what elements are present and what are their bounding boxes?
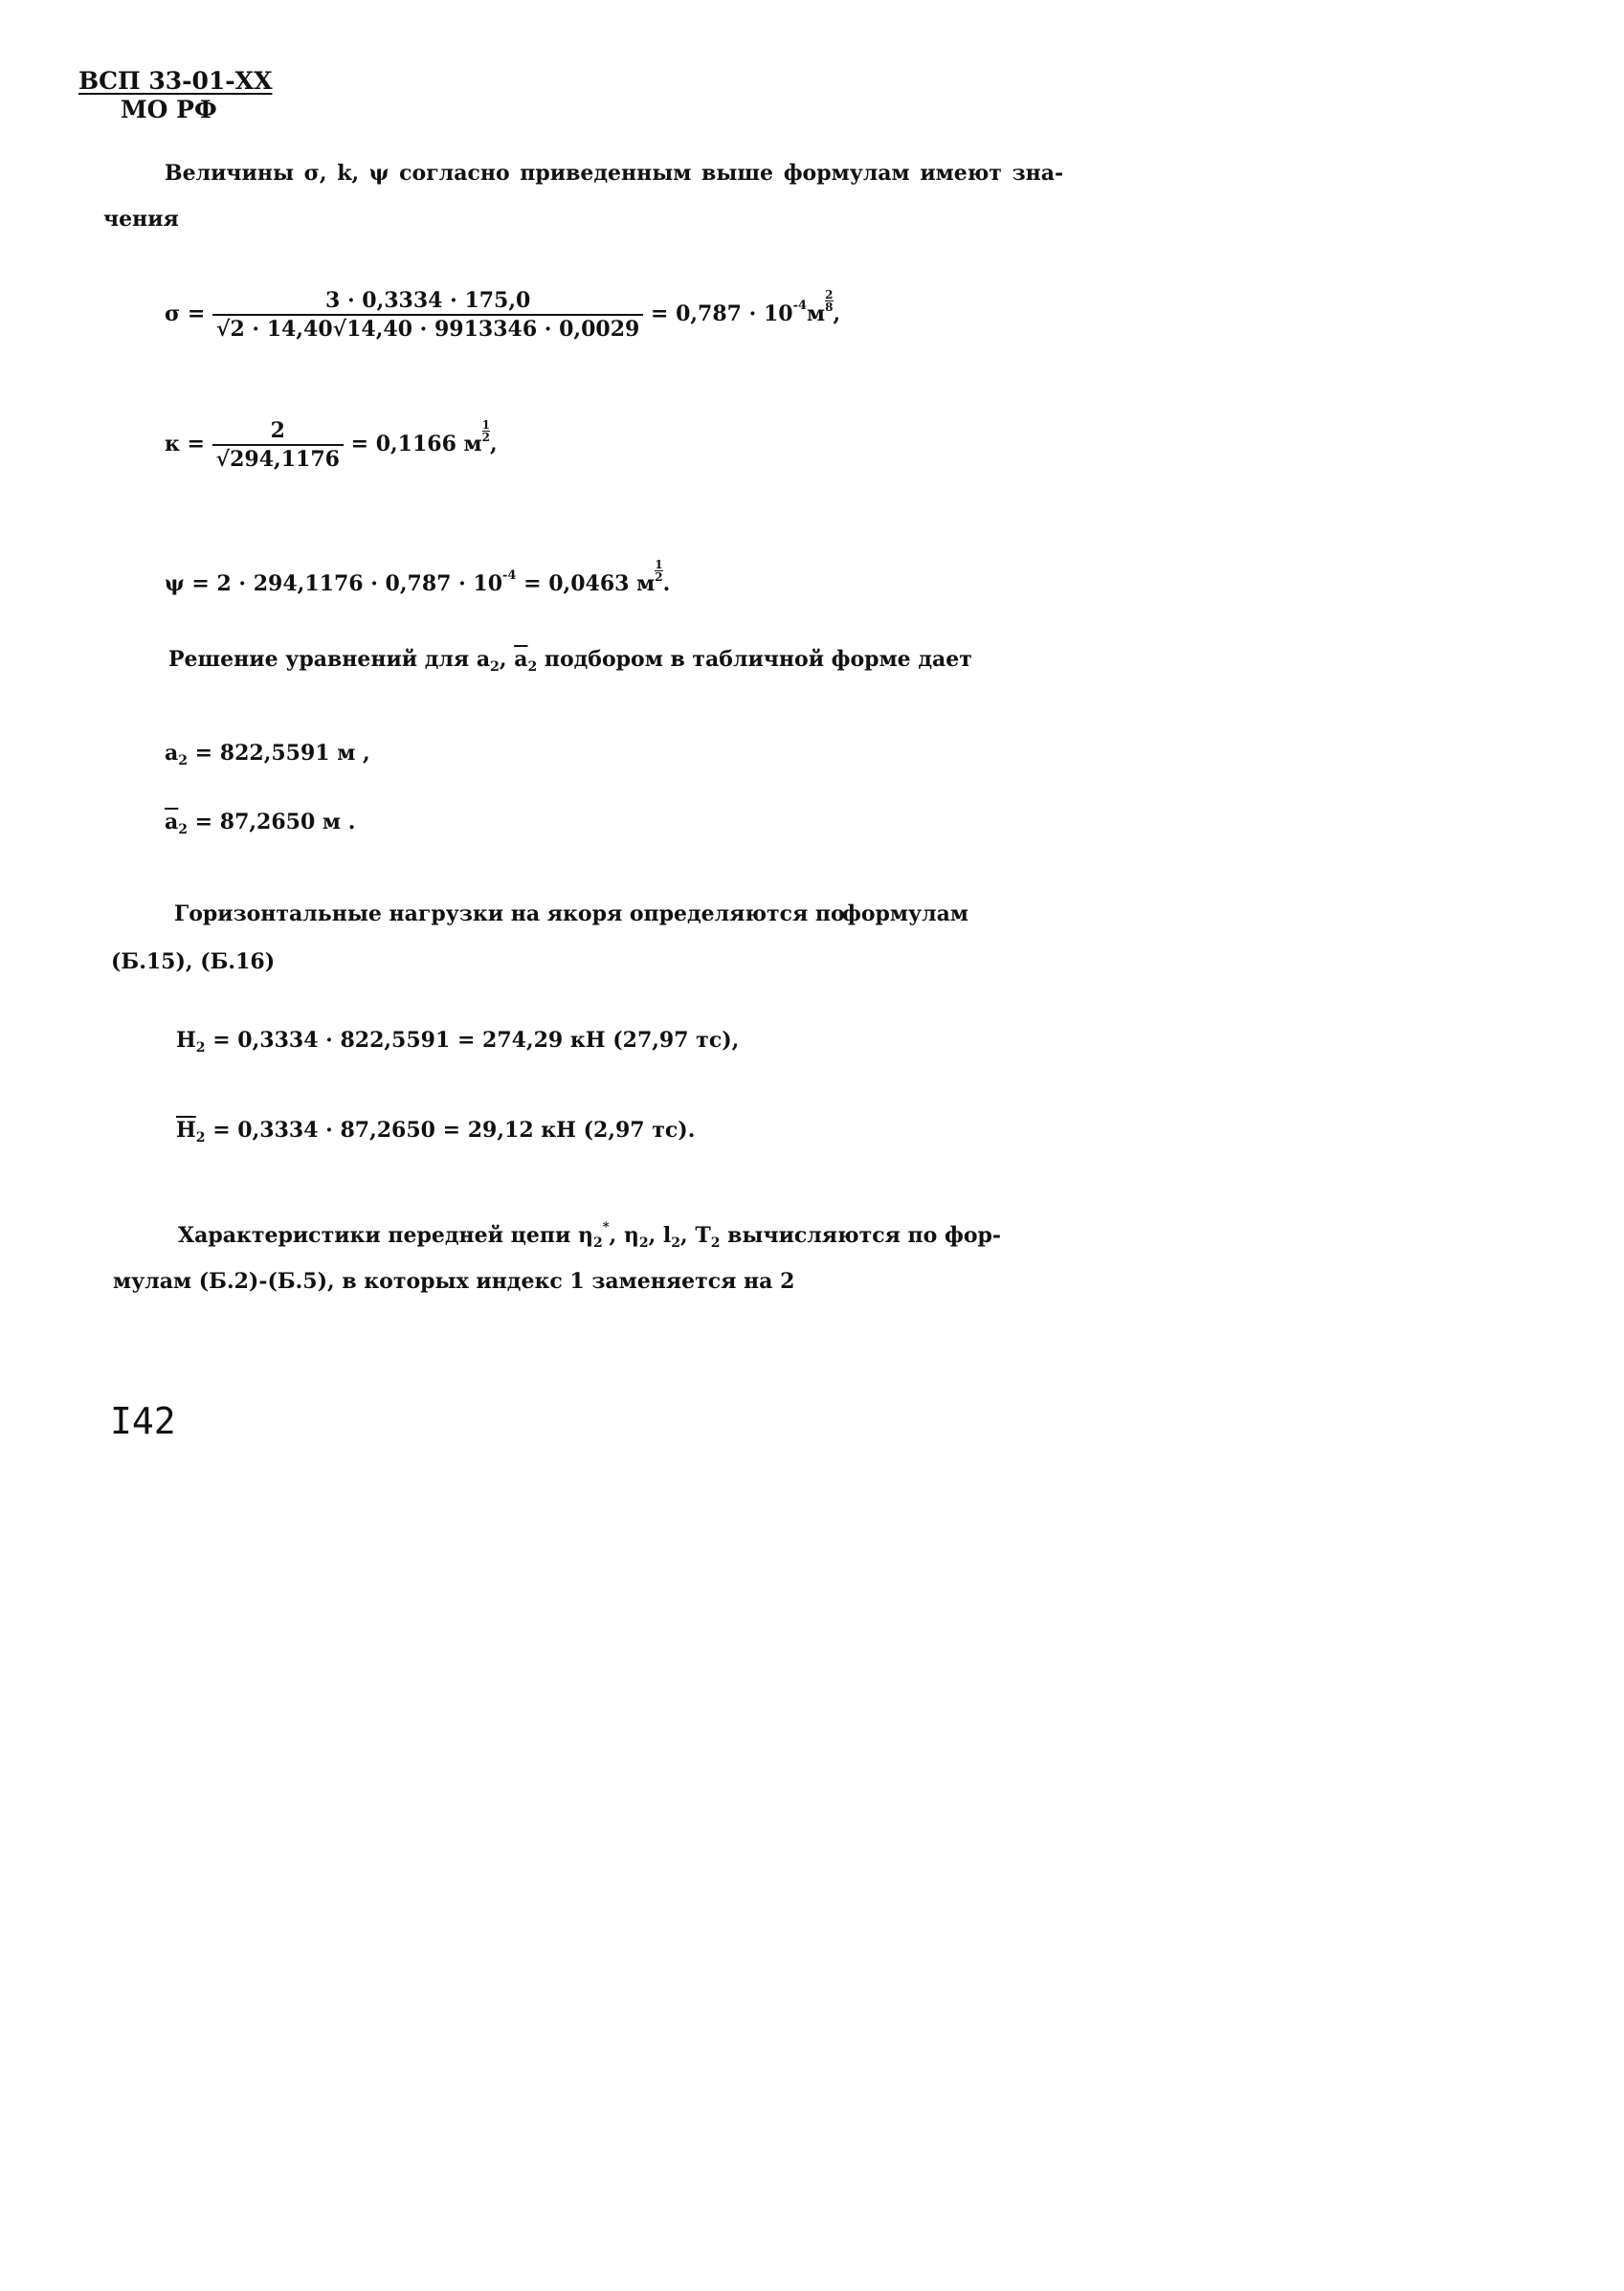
organization: МО РФ: [121, 96, 217, 123]
intro-line-2: чения: [103, 207, 179, 232]
loads-line-1-end: формулам: [842, 901, 968, 926]
sigma-numerator: 3 · 0,3334 · 175,0: [324, 288, 531, 313]
chain-line-2: мулам (Б.2)-(Б.5), в которых индекс 1 заменяется на 2: [113, 1269, 795, 1294]
solution-text: Решение уравнений для $a_2$, $\overline{a}_2$ подбором в табличной форме дает: [168, 647, 972, 675]
sigma-unit-exponent: $\frac{2}{8}$: [825, 288, 834, 314]
radicand-inner: 14,40: [346, 314, 412, 342]
psi-unit-exponent: $\frac{1}{2}$: [655, 558, 663, 584]
document-code: ВСП 33-01-ХХ: [78, 67, 273, 95]
k-unit-exponent: $\frac{1}{2}$: [481, 418, 491, 444]
psi-result: = 0,0463 м: [516, 571, 656, 596]
h2bar-value: $\overline{H}_2 = 0,3334 \cdot 87,2650 = 29,12$ кН (2,97 тс).: [176, 1118, 696, 1146]
sqrt-sign: √: [216, 317, 231, 342]
radicand-outer: 2 · 14,40√14,40: [230, 314, 412, 342]
intro-line-1: Величины σ, k, ψ согласно приведенным выше формулам имеют зна-: [165, 161, 1064, 186]
sigma-unit: м: [807, 301, 826, 326]
sqrt-sign: √: [215, 447, 231, 472]
k-radicand: 294,1176: [230, 444, 340, 472]
h2-value: $H_2 = 0,3334 \cdot 822,5591 = 274,29$ кН (27,97 тс),: [176, 1028, 740, 1056]
loads-line-1: Горизонтальные нагрузки на якоря определяются по: [174, 901, 845, 926]
sigma-lhs: σ =: [165, 301, 206, 326]
sigma-exponent: -4: [792, 299, 808, 313]
loads-line-2: (Б.15), (Б.16): [111, 949, 276, 974]
sigma-fraction: [212, 290, 643, 340]
psi-exponent: -4: [502, 568, 517, 583]
sigma-equation: σ = $\frac{3 \cdot 0,3334 \cdot 175,0}{√2 \cdot 14,40√14,40 \cdot 9913346 \cdot 0,0029}$ = $0,787 \cdot 10^{-4}м$ $\frac{2}{8}$ ,: [165, 288, 841, 342]
k-fraction: [212, 420, 344, 470]
k-denominator: [212, 444, 344, 470]
chain-line-1: Характеристики передней цепи $\eta_2^*$, $\eta_2$, $l_2$, $T_2$ вычисляются по фор-: [178, 1220, 1002, 1251]
psi-equation: $\psi = 2 \cdot 294,1176 \cdot 0,787 \cdot 10^{-4} = 0,0463$ м $\frac{1}{2}$ .: [165, 558, 671, 596]
k-equation: к = $\frac{2}{√294,1176}$ = 0,1166 м $\frac{1}{2}$ ,: [165, 418, 498, 472]
sigma-result: = 0,787 · 10: [651, 301, 793, 326]
k-result: = 0,1166 м: [350, 432, 482, 456]
psi-expression: ψ = 2 · 294,1176 · 0,787 · 10: [165, 571, 503, 596]
page-number: I42: [110, 1400, 176, 1442]
k-lhs: к =: [165, 432, 205, 456]
a2bar-value: $\overline{a}_2 = 87,2650$ м .: [165, 810, 356, 837]
k-numerator: 2: [270, 418, 285, 443]
sqrt-sign: √: [332, 317, 347, 342]
sigma-denominator: √2 · 14,40√14,40 · 9913346 · 0,0029: [212, 314, 643, 340]
a2-value: $a_2 = 822,5591$ м ,: [165, 741, 370, 768]
